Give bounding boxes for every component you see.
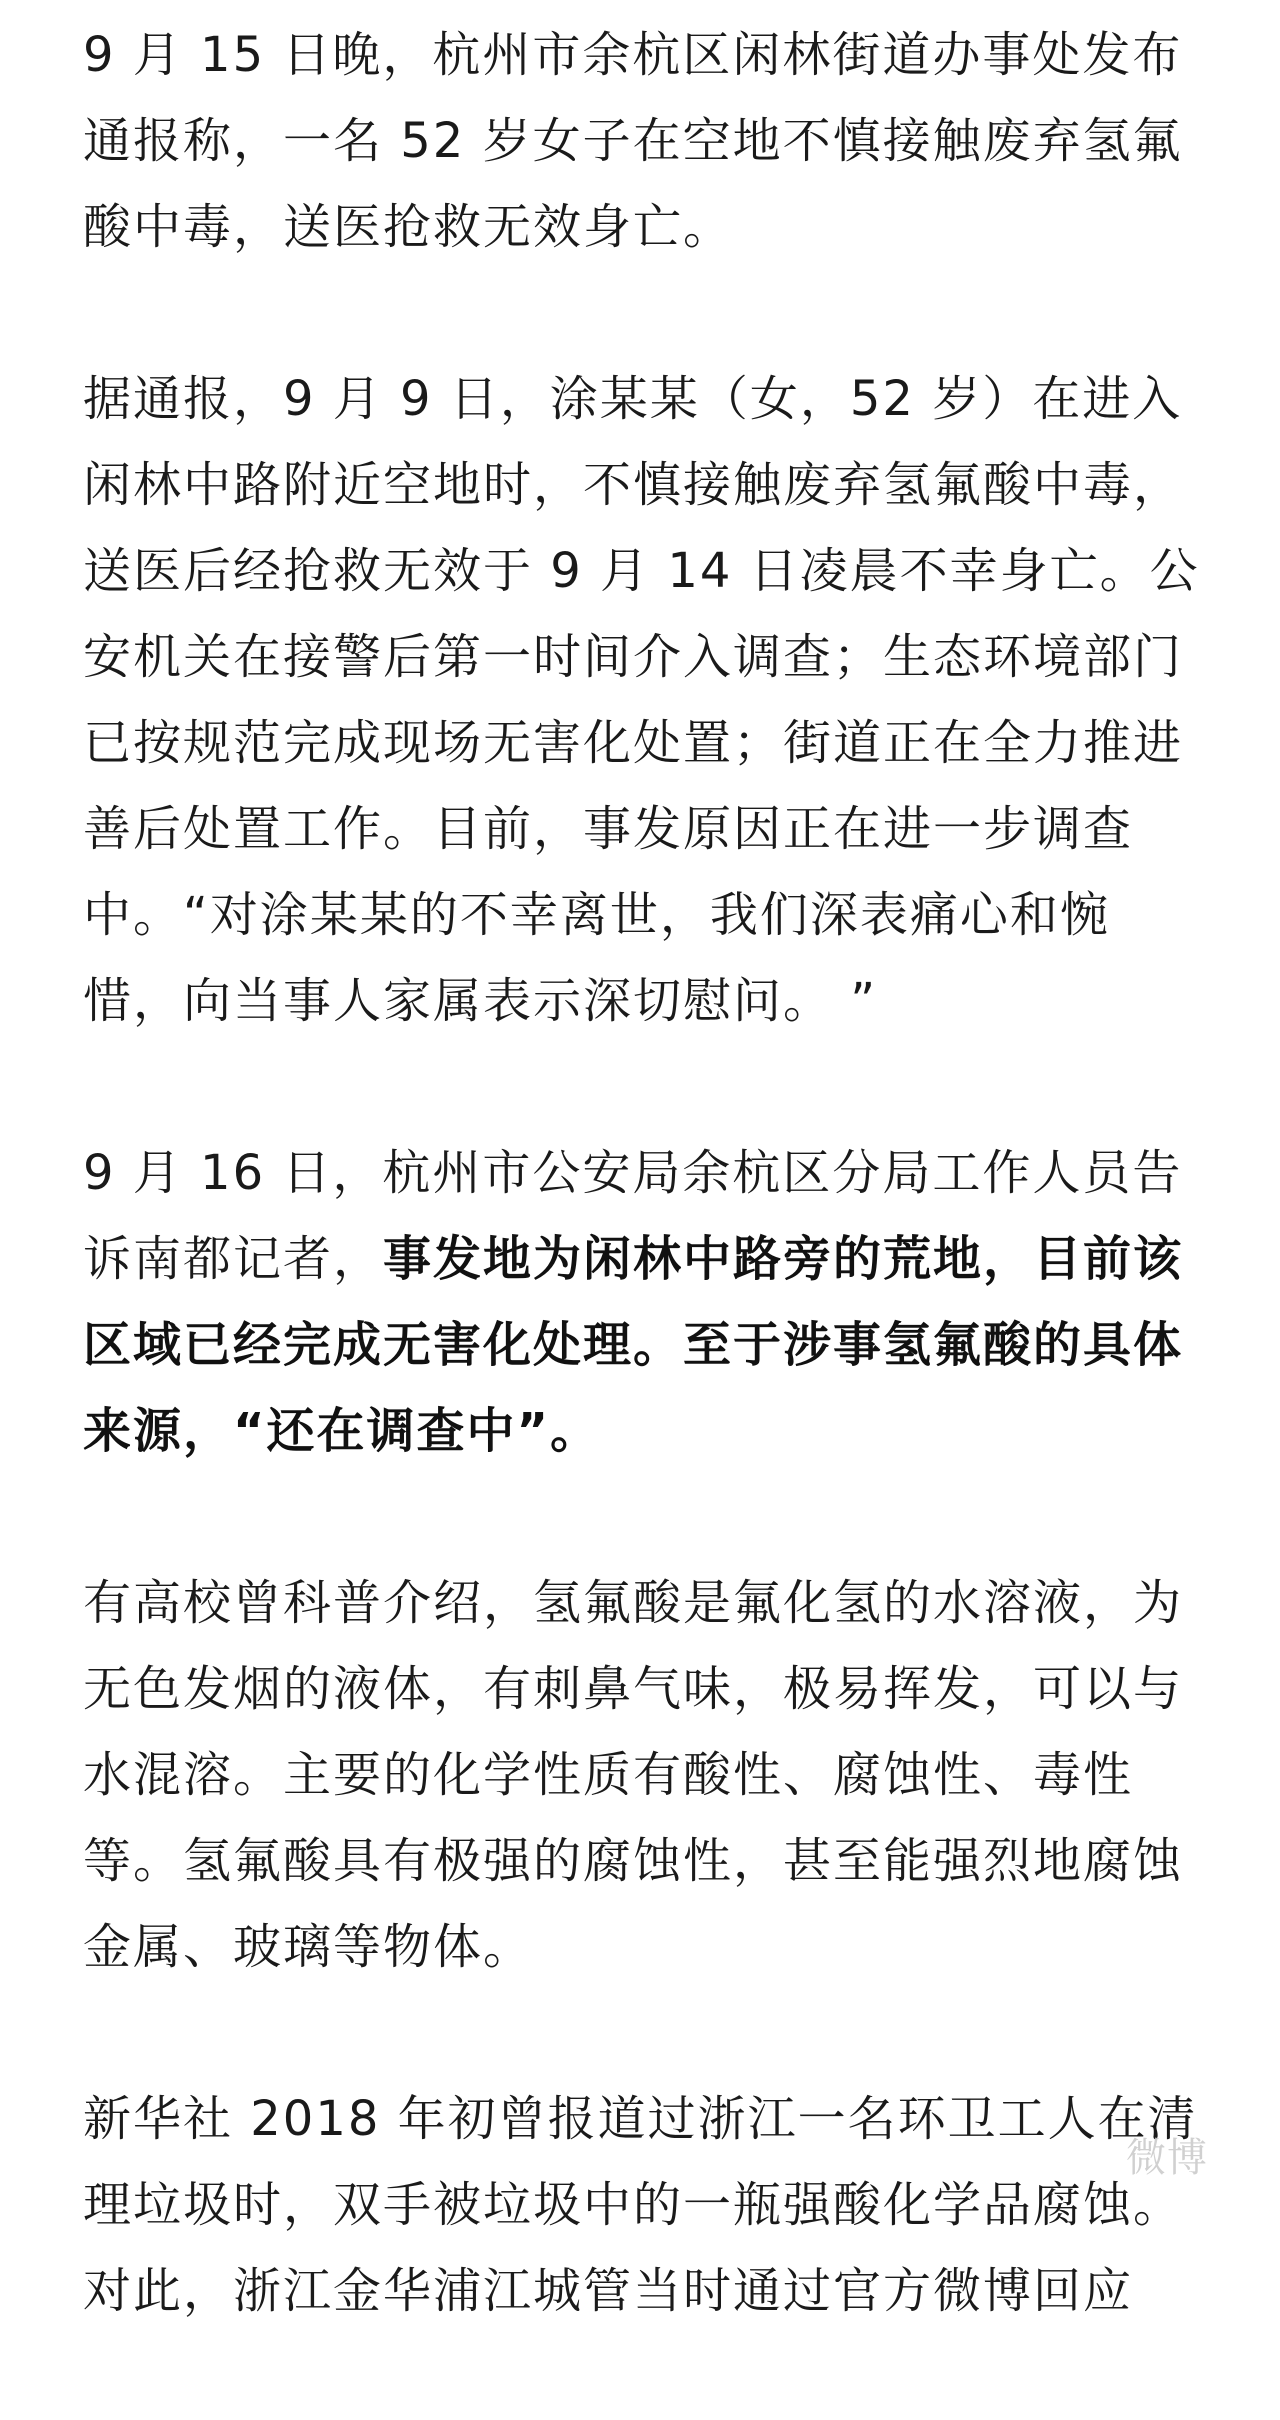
watermark: 微博: [1126, 2135, 1208, 2181]
paragraph-1: 9 月 15 日晚，杭州市余杭区闲林街道办事处发布通报称，一名 52 岁女子在空地不慎接触废弃氢氟酸中毒，送医抢救无效身亡。: [83, 27, 1183, 255]
paragraph-5: 新华社 2018 年初曾报道过浙江一名环卫工人在清理垃圾时，双手被垃圾中的一瓶强酸化学品腐蚀。对此，浙江金华浦江城管当时通过官方微博回应: [83, 2091, 1198, 2319]
paragraph-3: [83, 1130, 1203, 1474]
paragraph-4: 有高校曾科普介绍，氢氟酸是氟化氢的水溶液，为无色发烟的液体，有刺鼻气味，极易挥发，可以与水混溶。主要的化学性质有酸性、腐蚀性、毒性等。氢氟酸具有极强的腐蚀性，甚至能强烈地腐蚀金属、玻璃等物体。: [83, 1575, 1184, 1975]
paragraph-2: 据通报，9 月 9 日，涂某某（女，52 岁）在进入闲林中路附近空地时，不慎接触废弃氢氟酸中毒，送医后经抢救无效于 9 月 14 日凌晨不幸身亡。公安机关在接警后第一时间介入调查；生态环境部门已按规范完成现场无害化处置；街道正在全力推进善后处置工作。目前，事发原因正在进一步调查中。“对涂某某的不幸离世，我们深表痛心和惋惜，向当事人家属表示深切慰问。 ”: [83, 371, 1200, 1029]
paragraph-3-plain: 9 月 16 日，杭州市公安局余杭区分局工作人员告诉南都记者，: [83, 1145, 1183, 1287]
paragraph-3-bold: 事发地为闲林中路旁的荒地，目前该区域已经完成无害化处理。至于涉事氢氟酸的具体来源，“还在调查中”。: [83, 1231, 1184, 1459]
article-body: [83, 12, 1203, 2420]
